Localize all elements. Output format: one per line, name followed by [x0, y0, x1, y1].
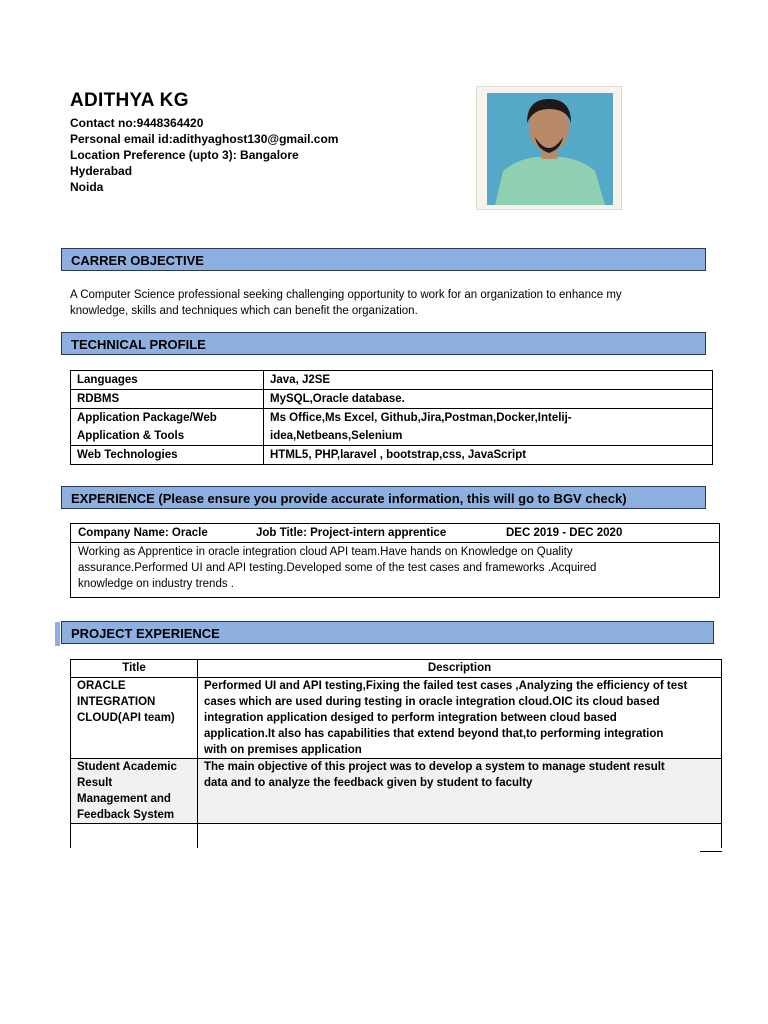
experience-heading: EXPERIENCE (Please ensure you provide accurate information, this will go to BGV check)	[61, 486, 706, 509]
project-title-line: CLOUD(API team)	[77, 712, 175, 724]
project-desc-line: cases which are used during testing in oracle integration cloud.OIC its cloud based	[204, 696, 660, 708]
career-objective-line-2: knowledge, skills and techniques which can benefit the organization.	[70, 305, 418, 317]
tech-value-application	[264, 409, 713, 446]
tech-key-languages: Languages	[71, 371, 264, 390]
profile-photo-image	[477, 87, 621, 209]
table-row-empty	[71, 824, 722, 849]
project-col-description: Description	[198, 660, 722, 678]
tech-value-application-line-2: idea,Netbeans,Selenium	[270, 430, 403, 442]
project-desc-oracle	[198, 678, 722, 759]
project-desc-student	[198, 759, 722, 824]
project-desc-line: integration application desiged to perform integration between cloud based	[204, 712, 617, 724]
project-title-line: Student Academic	[77, 761, 177, 773]
experience-line-2: assurance.Performed UI and API testing.Developed some of the test cases and frameworks .Acquired	[78, 562, 597, 574]
tech-value-application-line-1: Ms Office,Ms Excel, Github,Jira,Postman,Docker,Intelij-	[270, 412, 572, 424]
tech-value-rdbms: MySQL,Oracle database.	[264, 390, 713, 409]
profile-photo	[476, 86, 622, 210]
empty-cell	[71, 824, 198, 849]
candidate-name: ADITHYA KG	[70, 90, 189, 111]
project-desc-line: application.It also has capabilities that extend beyond that,to performing integration	[204, 728, 664, 740]
table-row	[71, 390, 713, 409]
project-desc-line: with on premises application	[204, 744, 362, 756]
location-preference: Location Preference (upto 3): Bangalore	[70, 148, 299, 162]
contact-number: Contact no:9448364420	[70, 116, 204, 130]
project-title-oracle	[71, 678, 198, 759]
experience-line-1: Working as Apprentice in oracle integration cloud API team.Have hands on Knowledge on Quality	[78, 546, 573, 558]
career-objective-text	[70, 287, 710, 319]
tech-value-web: HTML5, PHP,laravel , bootstrap,css, JavaScript	[264, 446, 713, 465]
project-desc-line: data and to analyze the feedback given by student to faculty	[204, 777, 533, 789]
project-col-title: Title	[71, 660, 198, 678]
technical-profile-table	[70, 370, 713, 465]
career-objective-heading: CARRER OBJECTIVE	[61, 248, 706, 271]
project-title-line: Feedback System	[77, 809, 175, 821]
project-title-line: Management and	[77, 793, 171, 805]
location-preference-2: Hyderabad	[70, 164, 133, 178]
table-row	[71, 759, 722, 824]
project-title-line: Result	[77, 777, 113, 789]
table-row	[71, 409, 713, 446]
experience-header-row	[71, 524, 719, 543]
project-desc-line: The main objective of this project was to develop a system to manage student result	[204, 761, 665, 773]
contact-block	[70, 115, 338, 195]
location-preference-3: Noida	[70, 180, 104, 194]
project-title-student	[71, 759, 198, 824]
table-header-row	[71, 660, 722, 678]
tech-key-application-line-2: Application & Tools	[77, 430, 185, 442]
personal-email: Personal email id:adithyaghost130@gmail.com	[70, 132, 339, 146]
table-row	[71, 446, 713, 465]
technical-profile-heading: TECHNICAL PROFILE	[61, 332, 706, 355]
project-title-line: ORACLE	[77, 680, 126, 692]
experience-job-title: Job Title: Project-intern apprentice	[256, 527, 447, 539]
experience-box	[70, 523, 720, 598]
table-row	[71, 678, 722, 759]
experience-dates: DEC 2019 - DEC 2020	[506, 527, 623, 539]
career-objective-line-1: A Computer Science professional seeking challenging opportunity to work for an organization to enhance my	[70, 289, 622, 301]
experience-line-3: knowledge on industry trends .	[78, 578, 234, 590]
table-row	[71, 371, 713, 390]
tech-key-application-line-1: Application Package/Web	[77, 412, 217, 424]
experience-description	[71, 543, 719, 593]
project-title-line: INTEGRATION	[77, 696, 156, 708]
tech-key-rdbms: RDBMS	[71, 390, 264, 409]
project-experience-heading: PROJECT EXPERIENCE	[61, 621, 714, 644]
experience-company: Company Name: Oracle	[78, 527, 208, 539]
project-table	[70, 659, 722, 848]
tech-value-languages: Java, J2SE	[264, 371, 713, 390]
tech-key-application	[71, 409, 264, 446]
empty-cell	[198, 824, 722, 849]
tech-key-web: Web Technologies	[71, 446, 264, 465]
project-desc-line: Performed UI and API testing,Fixing the failed test cases ,Analyzing the efficiency of test	[204, 680, 688, 692]
table-bottom-stub	[700, 851, 722, 852]
project-heading-accent	[55, 622, 60, 646]
